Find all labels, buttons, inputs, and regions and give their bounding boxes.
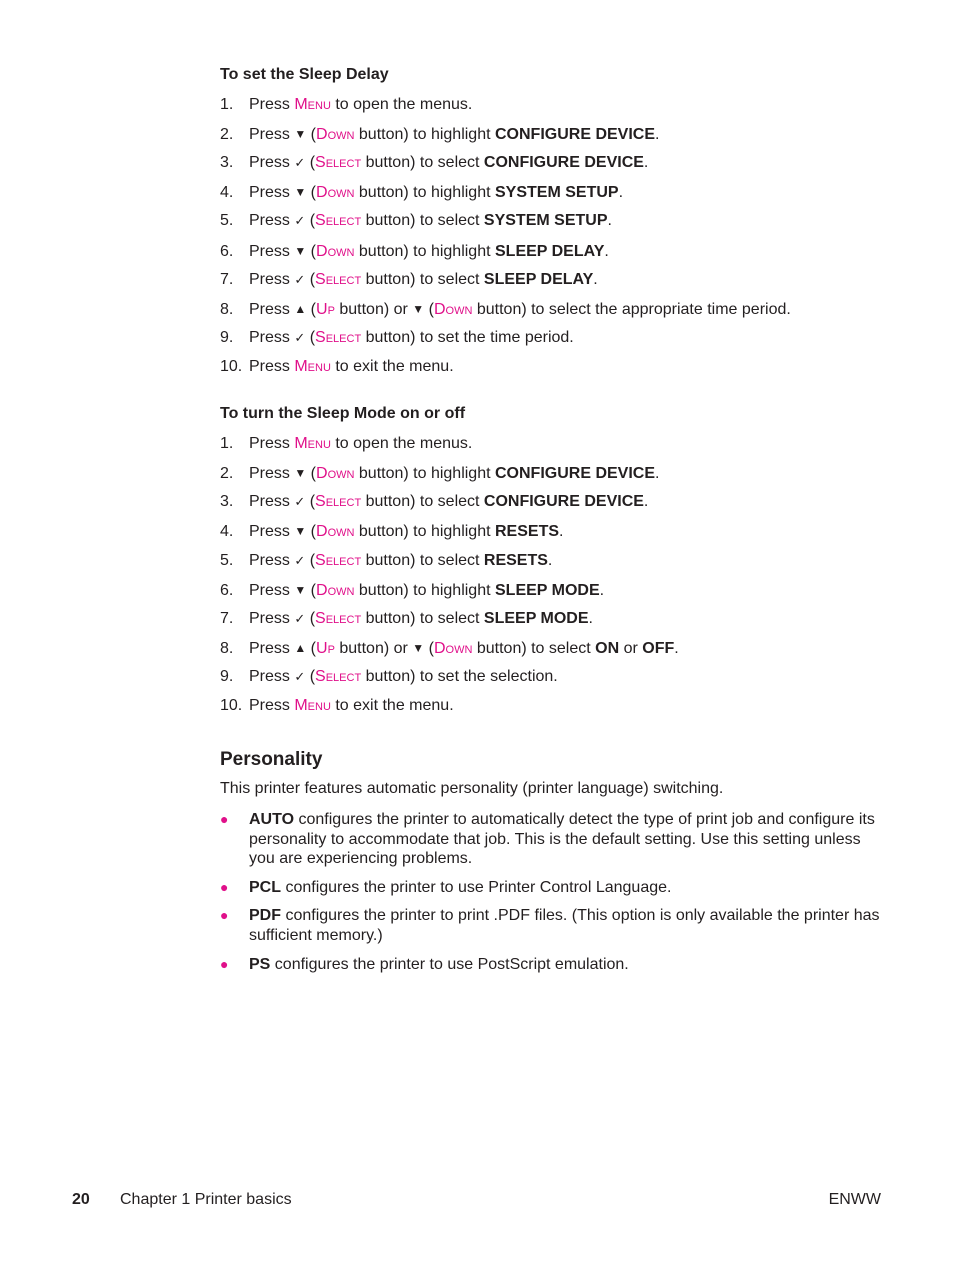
- bullet-ps: ● PS configures the printer to use PostScript emulation.: [220, 956, 629, 973]
- menu-button-label: Menu: [294, 358, 331, 375]
- checkmark-icon: ✓: [294, 330, 306, 345]
- bullet-pdf: ● PDF configures the printer to print .PDF files. (This option is only available the printer has sufficient memory.): [220, 907, 880, 944]
- up-button-label: Up: [316, 301, 335, 318]
- sleep-delay-step-9: 9. Press ✓ (Select button) to set the time period.: [220, 329, 574, 346]
- select-button-label: Select: [315, 329, 362, 346]
- sleep-delay-step-8: 8. Press ▲ (Up button) or ▼ (Down button) to select the appropriate time period.: [220, 301, 791, 318]
- checkmark-icon: ✓: [294, 155, 306, 170]
- bullet-dot-icon: ●: [220, 907, 229, 923]
- bullet-pcl: ● PCL configures the printer to use Printer Control Language.: [220, 879, 672, 896]
- down-arrow-icon: ▼: [294, 127, 307, 141]
- footer-edition-label: ENWW: [828, 1191, 881, 1208]
- checkmark-icon: ✓: [294, 494, 306, 509]
- sleep-delay-step-10: 10. Press Menu to exit the menu.: [220, 358, 454, 375]
- down-button-label: Down: [316, 243, 355, 260]
- sleep-mode-step-8: 8. Press ▲ (Up button) or ▼ (Down button) to select ON or OFF.: [220, 640, 679, 657]
- page-number: 20: [72, 1191, 90, 1208]
- bullet-auto: ● AUTO configures the printer to automatically detect the type of print job and configure its personality to accommodate that job. This is the default setting. Use this setting unless you are experiencing problems.: [220, 811, 875, 867]
- sleep-delay-step-4: 4. Press ▼ (Down button) to highlight SYSTEM SETUP.: [220, 184, 624, 201]
- checkmark-icon: ✓: [294, 272, 306, 287]
- down-arrow-icon: ▼: [294, 244, 307, 258]
- personality-intro: This printer features automatic personality (printer language) switching.: [220, 780, 724, 797]
- sleep-mode-step-7: 7. Press ✓ (Select button) to select SLEEP MODE.: [220, 610, 593, 627]
- chapter-label: Chapter 1 Printer basics: [120, 1191, 292, 1208]
- select-button-label: Select: [315, 154, 362, 171]
- sleep-mode-heading: To turn the Sleep Mode on or off: [220, 405, 466, 422]
- down-button-label: Down: [433, 640, 473, 657]
- sleep-delay-heading: To set the Sleep Delay: [220, 66, 389, 83]
- down-arrow-icon: ▼: [294, 466, 307, 480]
- menu-button-label: Menu: [294, 435, 331, 452]
- down-arrow-icon: ▼: [294, 583, 307, 597]
- up-arrow-icon: ▲: [294, 302, 307, 316]
- down-arrow-icon: ▼: [294, 185, 307, 199]
- checkmark-icon: ✓: [294, 669, 306, 684]
- down-arrow-icon: ▼: [412, 302, 425, 316]
- select-button-label: Select: [315, 212, 362, 229]
- select-button-label: Select: [315, 668, 362, 685]
- bullet-dot-icon: ●: [220, 811, 229, 827]
- sleep-delay-step-7: 7. Press ✓ (Select button) to select SLEEP DELAY.: [220, 271, 598, 288]
- menu-button-label: Menu: [294, 697, 331, 714]
- sleep-mode-step-6: 6. Press ▼ (Down button) to highlight SLEEP MODE.: [220, 582, 605, 599]
- sleep-delay-step-2: 2. Press ▼ (Down button) to highlight CONFIGURE DEVICE.: [220, 126, 660, 143]
- sleep-delay-step-6: 6. Press ▼ (Down button) to highlight SLEEP DELAY.: [220, 243, 609, 260]
- down-button-label: Down: [316, 126, 355, 143]
- down-arrow-icon: ▼: [412, 641, 425, 655]
- sleep-delay-step-1: 1. Press Menu to open the menus.: [220, 96, 473, 113]
- bullet-dot-icon: ●: [220, 879, 229, 895]
- down-button-label: Down: [316, 582, 355, 599]
- checkmark-icon: ✓: [294, 213, 306, 228]
- checkmark-icon: ✓: [294, 611, 306, 626]
- sleep-delay-step-5: 5. Press ✓ (Select button) to select SYSTEM SETUP.: [220, 212, 612, 229]
- checkmark-icon: ✓: [294, 553, 306, 568]
- sleep-mode-step-2: 2. Press ▼ (Down button) to highlight CONFIGURE DEVICE.: [220, 465, 660, 482]
- select-button-label: Select: [315, 552, 362, 569]
- up-button-label: Up: [316, 640, 335, 657]
- down-button-label: Down: [316, 523, 355, 540]
- select-button-label: Select: [315, 493, 362, 510]
- select-button-label: Select: [315, 610, 362, 627]
- menu-button-label: Menu: [294, 96, 331, 113]
- up-arrow-icon: ▲: [294, 641, 307, 655]
- down-button-label: Down: [433, 301, 473, 318]
- sleep-mode-step-5: 5. Press ✓ (Select button) to select RESETS.: [220, 552, 553, 569]
- sleep-mode-step-1: 1. Press Menu to open the menus.: [220, 435, 473, 452]
- personality-heading: Personality: [220, 749, 323, 770]
- down-button-label: Down: [316, 465, 355, 482]
- sleep-mode-step-10: 10. Press Menu to exit the menu.: [220, 697, 454, 714]
- sleep-mode-step-4: 4. Press ▼ (Down button) to highlight RESETS.: [220, 523, 564, 540]
- down-button-label: Down: [316, 184, 355, 201]
- sleep-mode-step-9: 9. Press ✓ (Select button) to set the selection.: [220, 668, 558, 685]
- down-arrow-icon: ▼: [294, 524, 307, 538]
- sleep-delay-step-3: 3. Press ✓ (Select button) to select CONFIGURE DEVICE.: [220, 154, 649, 171]
- sleep-mode-step-3: 3. Press ✓ (Select button) to select CONFIGURE DEVICE.: [220, 493, 649, 510]
- select-button-label: Select: [315, 271, 362, 288]
- bullet-dot-icon: ●: [220, 956, 229, 972]
